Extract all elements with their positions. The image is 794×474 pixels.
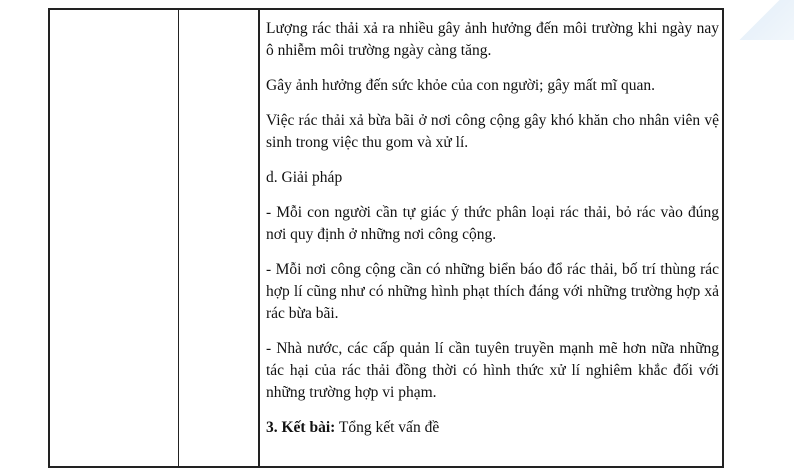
paragraph: Lượng rác thải xả ra nhiều gây ảnh hưởng đến môi trường khi ngày nay ô nhiễm môi trường ngày càng tăng.	[266, 20, 719, 59]
conclusion-label: 3. Kết bài:	[266, 419, 336, 436]
content-table	[48, 8, 724, 468]
paragraph: - Mỗi nơi công cộng cần có những biển báo đổ rác thải, bố trí thùng rác hợp lí cũng như có những hình phạt thích đáng với những trường hợp xả rác bừa bãi.	[266, 261, 719, 322]
paragraph: - Mỗi con người cần tự giác ý thức phân loại rác thải, bỏ rác vào đúng nơi quy định ở những nơi công cộng.	[266, 204, 719, 243]
watermark	[734, 0, 794, 40]
paragraph: Gây ảnh hưởng đến sức khỏe của con người; gây mất mĩ quan.	[266, 77, 655, 94]
column-divider	[178, 10, 179, 466]
paragraph: Việc rác thải xả bừa bãi ở nơi công cộng gây khó khăn cho nhân viên vệ sinh trong việc thu gom và xử lí.	[266, 112, 719, 151]
conclusion-text: Tổng kết vấn đề	[335, 419, 440, 436]
paragraph: - Nhà nước, các cấp quản lí cần tuyên truyền mạnh mẽ hơn nữa những tác hại của rác thải đồng thời có hình thức xử lí nghiêm khắc đối với những trường hợp vi phạm.	[266, 340, 719, 401]
content-cell	[266, 18, 719, 452]
column-divider	[258, 10, 260, 466]
section-heading: d. Giải pháp	[266, 169, 343, 186]
conclusion	[266, 417, 719, 439]
